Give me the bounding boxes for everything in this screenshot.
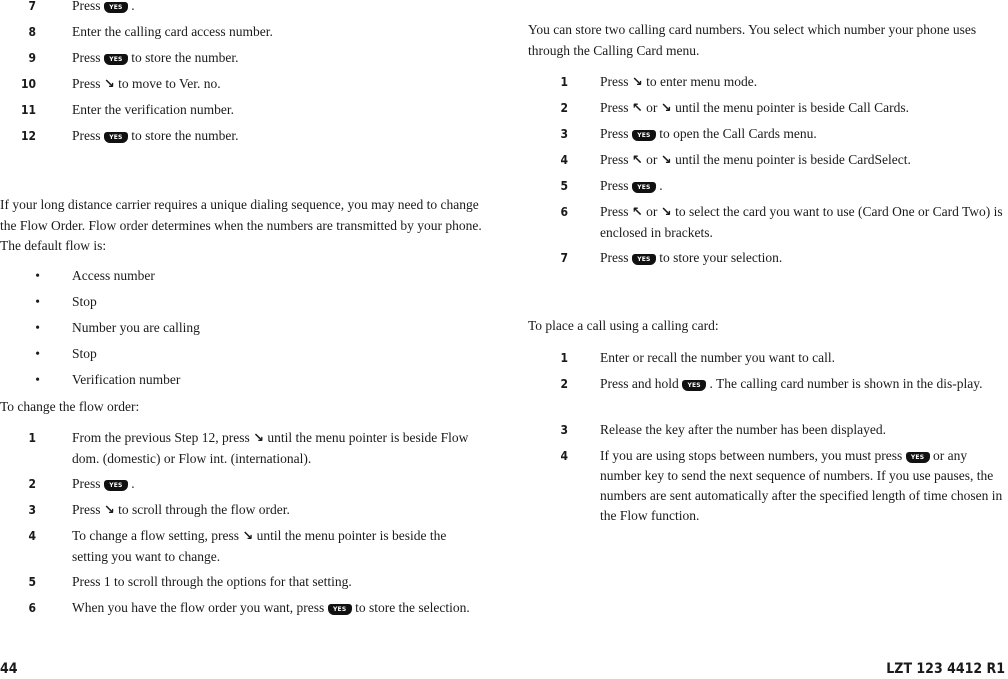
step-text-part: or <box>642 100 661 115</box>
step-item <box>528 374 1006 394</box>
step-text-part: Release the key after the number has been displayed. <box>600 422 887 437</box>
step-text <box>72 126 482 146</box>
step-text-part: Press <box>72 76 104 91</box>
yes-key-icon: YES <box>328 604 352 615</box>
bullet-item <box>0 318 482 338</box>
step-item <box>528 202 1006 243</box>
step-number: 1 <box>28 431 36 445</box>
step-item <box>528 124 1006 144</box>
step-number: 3 <box>560 423 568 437</box>
step-item <box>0 0 482 16</box>
step-text-part: When you have the flow order you want, press <box>72 600 328 615</box>
bullet-icon: • <box>35 294 40 309</box>
step-item <box>0 100 482 120</box>
step-text-part: or <box>642 204 661 219</box>
step-text <box>72 474 482 494</box>
bullet-text: Stop <box>72 294 97 309</box>
step-number: 4 <box>560 153 568 167</box>
step-text <box>72 48 482 68</box>
arrow-up-left-icon: ↖ <box>631 205 643 220</box>
step-text-part: Press <box>72 50 104 65</box>
page-number: 44 <box>0 661 18 677</box>
step-item <box>0 474 482 494</box>
step-text <box>600 374 1006 394</box>
step-text <box>600 150 1006 171</box>
bullet-icon: • <box>35 268 40 283</box>
step-text-part: or any number key to send the next sequence of numbers. If you use pauses, the numbers are sent automatically after the specified length of time chosen in the Flow function. <box>600 448 1003 523</box>
step-number: 2 <box>560 101 568 115</box>
bullet-text: Stop <box>72 346 97 361</box>
step-item <box>528 150 1006 171</box>
step-text-part: Press <box>72 476 104 491</box>
step-number: 4 <box>560 449 568 463</box>
step-text-part: Enter the verification number. <box>72 102 234 117</box>
step-item <box>528 248 1006 268</box>
step-number: 5 <box>560 179 568 193</box>
step-text <box>600 420 1006 440</box>
step-text-part: until the menu pointer is beside the setting you want to change. <box>72 528 447 564</box>
step-text-part: to store the number. <box>127 128 239 143</box>
step-text <box>72 428 482 469</box>
step-text-part: Press <box>600 250 632 265</box>
change-flow-intro: To change the flow order: <box>0 399 140 414</box>
step-item <box>528 348 1006 368</box>
calling-card-intro: You can store two calling card numbers. You select which number your phone uses through the Calling Card menu. <box>528 22 977 58</box>
step-text <box>600 348 1006 368</box>
step-text-part: to select the card you want to use (Card One or Card Two) is enclosed in brackets. <box>600 204 1003 240</box>
step-number: 1 <box>560 351 568 365</box>
bullet-text: Access number <box>72 268 155 283</box>
arrow-down-right-icon: ↘ <box>631 75 643 90</box>
step-text-part: Enter or recall the number you want to call. <box>600 350 836 365</box>
step-text <box>72 500 482 521</box>
bullet-item <box>0 370 482 390</box>
step-text <box>600 202 1006 243</box>
step-number: 4 <box>28 529 36 543</box>
doc-id: LZT 123 4412 R1 <box>886 661 1005 677</box>
arrow-down-right-icon: ↘ <box>660 101 672 116</box>
step-item <box>0 572 482 592</box>
step-text-part: to store the number. <box>127 50 239 65</box>
step-text <box>72 0 482 16</box>
arrow-down-right-icon: ↘ <box>660 153 672 168</box>
step-text-part: Press <box>600 100 632 115</box>
yes-key-icon: YES <box>906 452 930 463</box>
step-text-part: until the menu pointer is beside Call Cards. <box>671 100 910 115</box>
step-number: 5 <box>28 575 36 589</box>
step-text-part: to open the Call Cards menu. <box>655 126 817 141</box>
step-text <box>600 176 1006 196</box>
arrow-up-left-icon: ↖ <box>631 153 643 168</box>
step-text <box>72 74 482 95</box>
step-text-part: To change a flow setting, press <box>72 528 243 543</box>
bullet-item <box>0 292 482 312</box>
step-text-part: . The calling card number is shown in the dis-play. <box>706 376 983 391</box>
yes-key-icon: YES <box>104 480 128 491</box>
step-item <box>0 598 482 618</box>
step-text <box>72 22 482 42</box>
step-text-part: Press <box>600 178 632 193</box>
step-number: 1 <box>560 75 568 89</box>
step-text <box>600 446 1006 526</box>
step-number: 2 <box>560 377 568 391</box>
step-text-part: . <box>127 0 135 13</box>
arrow-down-right-icon: ↘ <box>103 77 115 92</box>
step-item <box>0 500 482 521</box>
step-number: 11 <box>20 103 36 117</box>
step-text <box>72 100 482 120</box>
bullet-icon: • <box>35 372 40 387</box>
step-number: 2 <box>28 477 36 491</box>
yes-key-icon: YES <box>632 182 656 193</box>
place-call-intro: To place a call using a calling card: <box>528 318 719 333</box>
step-text <box>600 248 1006 268</box>
yes-key-icon: YES <box>682 380 706 391</box>
step-text-part: to scroll through the flow order. <box>114 502 290 517</box>
step-text-part: to move to Ver. no. <box>114 76 221 91</box>
bullet-item <box>0 266 482 286</box>
step-text <box>600 72 1006 93</box>
step-text-part: Press <box>600 152 632 167</box>
yes-key-icon: YES <box>104 132 128 143</box>
step-text-part: to enter menu mode. <box>642 74 758 89</box>
bullet-item <box>0 344 482 364</box>
bullet-icon: • <box>35 320 40 335</box>
flow-order-intro: If your long distance carrier requires a unique dialing sequence, you may need to change the Flow Order. Flow order determines when the numbers are transmitted by your phone. The default flow is: <box>0 197 482 253</box>
step-text-part: Press <box>600 126 632 141</box>
step-text-part: until the menu pointer is beside Flow dom. (domestic) or Flow int. (international). <box>72 430 469 466</box>
step-text-part: to store your selection. <box>655 250 783 265</box>
arrow-down-right-icon: ↘ <box>660 205 672 220</box>
step-text <box>600 98 1006 119</box>
step-number: 3 <box>28 503 36 517</box>
step-text-part: Press 1 to scroll through the options for that setting. <box>72 574 352 589</box>
bullet-text: Number you are calling <box>72 320 200 335</box>
arrow-down-right-icon: ↘ <box>242 529 254 544</box>
step-text-part: Press <box>72 128 104 143</box>
arrow-up-left-icon: ↖ <box>631 101 643 116</box>
yes-key-icon: YES <box>104 2 128 13</box>
step-item <box>0 428 482 469</box>
step-text-part: . <box>127 476 135 491</box>
yes-key-icon: YES <box>104 54 128 65</box>
step-item <box>528 420 1006 440</box>
step-number: 12 <box>20 129 36 143</box>
step-text-part: Enter the calling card access number. <box>72 24 273 39</box>
step-text-part: Press <box>72 502 104 517</box>
step-text-part: until the menu pointer is beside CardSelect. <box>671 152 911 167</box>
step-number: 7 <box>560 251 568 265</box>
step-number: 9 <box>28 51 36 65</box>
bullet-text: Verification number <box>72 372 181 387</box>
step-number: 8 <box>28 25 36 39</box>
step-text <box>72 598 482 618</box>
step-item <box>0 74 482 95</box>
arrow-down-right-icon: ↘ <box>103 503 115 518</box>
step-number: 6 <box>560 205 568 219</box>
step-item <box>0 526 482 567</box>
step-text <box>600 124 1006 144</box>
step-item <box>528 176 1006 196</box>
arrow-down-right-icon: ↘ <box>253 431 265 446</box>
step-number: 3 <box>560 127 568 141</box>
step-number: 6 <box>28 601 36 615</box>
step-item <box>528 98 1006 119</box>
step-item <box>0 22 482 42</box>
step-text-part: Press <box>600 74 632 89</box>
step-text-part: If you are using stops between numbers, you must press <box>600 448 906 463</box>
bullet-icon: • <box>35 346 40 361</box>
step-text <box>72 526 482 567</box>
step-number: 10 <box>20 77 36 91</box>
step-number: 7 <box>28 0 36 13</box>
step-text-part: Press <box>72 0 104 13</box>
step-item <box>0 48 482 68</box>
step-text-part: From the previous Step 12, press <box>72 430 254 445</box>
step-text-part: to store the selection. <box>351 600 470 615</box>
yes-key-icon: YES <box>632 130 656 141</box>
yes-key-icon: YES <box>632 254 656 265</box>
step-text-part: or <box>642 152 661 167</box>
step-text <box>72 572 482 592</box>
step-item <box>528 72 1006 93</box>
step-text-part: . <box>655 178 663 193</box>
step-text-part: Press <box>600 204 632 219</box>
step-item <box>0 126 482 146</box>
step-text-part: Press and hold <box>600 376 683 391</box>
step-item <box>528 446 1006 526</box>
